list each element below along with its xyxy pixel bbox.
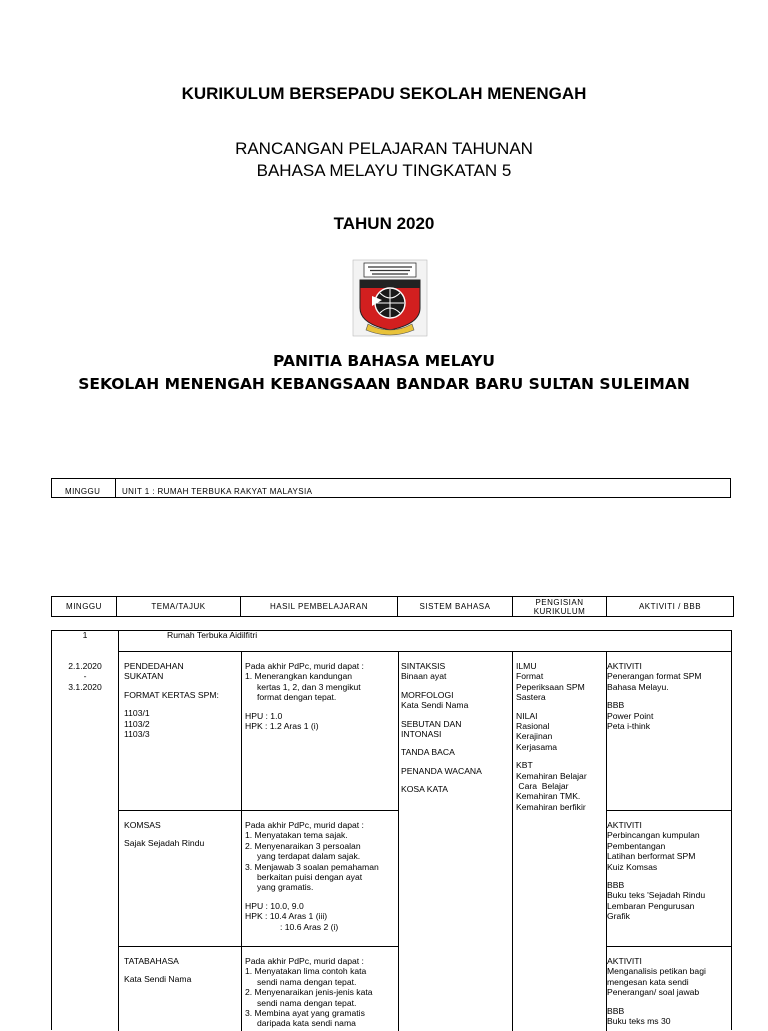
grid-line	[118, 651, 732, 652]
row1-hasil-item: kertas 1, 2, dan 3 mengikut	[257, 681, 361, 692]
sistem-bahasa-line: SINTAKSIS	[401, 661, 446, 671]
plan-table-body	[51, 630, 732, 1030]
row2-hpu: HPU : 10.0, 9.0	[245, 900, 304, 911]
grid-line	[118, 631, 119, 1031]
row1-hasil-intro: Pada akhir PdPc, murid dapat :	[245, 661, 364, 671]
sistem-bahasa-line: TANDA BACA	[401, 747, 455, 758]
sistem-bahasa-line: Kata Sendi Nama	[401, 700, 469, 711]
document-subtitle-2: BAHASA MELAYU TINGKATAN 5	[256, 161, 512, 180]
sistem-bahasa-line: Binaan ayat	[401, 671, 447, 682]
row2-tema-line: KOMSAS	[124, 820, 161, 830]
pengisian-line: Rasional	[516, 721, 550, 732]
row2-aktiviti-line: Kuiz Komsas	[607, 861, 658, 872]
row1-hasil-item: 1. Menerangkan kandungan	[245, 671, 353, 682]
header-aktiviti: AKTIVITI / BBB	[607, 597, 734, 617]
week-date-end: 3.1.2020	[68, 681, 102, 692]
school-name: SEKOLAH MENENGAH KEBANGSAAN BANDAR BARU SULTAN SULEIMAN	[78, 375, 690, 393]
pengisian-line: Kemahiran Belajar	[516, 770, 587, 781]
sistem-bahasa-line: KOSA KATA	[401, 784, 448, 795]
pengisian-line: Cara Belajar	[516, 781, 569, 792]
pengisian-line: Kemahiran TMK.	[516, 791, 581, 802]
pengisian-line: KBT	[516, 760, 533, 771]
row3-aktiviti-line: Menganalisis petikan bagi	[607, 966, 706, 977]
header-pengisian-line-2: KURIKULUM	[533, 606, 586, 616]
unit-bar	[51, 478, 731, 498]
pengisian-kurikulum	[516, 661, 587, 812]
panel-name: PANITIA BAHASA MELAYU	[273, 352, 495, 370]
pengisian-line: ILMU	[516, 661, 537, 671]
row1-aktiviti	[607, 661, 702, 731]
week-date-start: 2.1.2020	[68, 661, 102, 671]
row1-aktiviti-line: Bahasa Melayu.	[607, 681, 669, 692]
grid-line	[512, 651, 513, 1031]
row3-hasil-item: 2. Menyenaraikan jenis-jenis kata	[245, 987, 373, 998]
header-pengisian	[513, 597, 607, 617]
document-year: TAHUN 2020	[333, 214, 435, 233]
document-title: KURIKULUM BERSEPADU SEKOLAH MENENGAH	[181, 84, 587, 103]
header-minggu: MINGGU	[52, 597, 117, 617]
row2-aktiviti-line: Grafik	[607, 911, 630, 922]
row3-hasil-item: sendi nama dengan tepat.	[257, 976, 357, 987]
row3-aktiviti-line: mengesan kata sendi	[607, 976, 689, 987]
sistem-bahasa-line: SEBUTAN DAN	[401, 718, 462, 729]
pengisian-line: Kemahiran berfikir	[516, 801, 586, 812]
row2-hpk: : 10.6 Aras 2 (i)	[280, 921, 339, 932]
row1-hasil-item: format dengan tepat.	[257, 692, 337, 703]
row1-aktiviti-line: Peta i-think	[607, 721, 650, 732]
row1-tema-line: SUKATAN	[124, 671, 164, 682]
row2-aktiviti-line: Perbincangan kumpulan	[607, 830, 700, 841]
row1-aktiviti-line: Power Point	[607, 710, 654, 721]
row1-hasil	[245, 661, 364, 731]
row1-tema-line: 1103/1	[124, 708, 150, 719]
row3-hasil-intro: Pada akhir PdPc, murid dapat :	[245, 956, 364, 966]
row3-aktiviti-line: Penerangan/ soal jawab	[607, 987, 700, 998]
row2-hasil-item: 1. Menyatakan tema sajak.	[245, 830, 348, 841]
row2-tema-line: Sajak Sejadah Rindu	[124, 838, 205, 849]
row3-aktiviti-line: AKTIVITI	[607, 956, 642, 966]
week-theme: Rumah Terbuka Aidilfitri	[167, 630, 258, 640]
sistem-bahasa	[401, 661, 482, 795]
row2-aktiviti-line: Buku teks 'Sejadah Rindu	[607, 890, 706, 901]
header-sistem: SISTEM BAHASA	[398, 597, 513, 617]
row2-aktiviti-line: BBB	[607, 880, 625, 891]
row2-aktiviti-line: Pembentangan	[607, 840, 666, 851]
row2-hasil-intro: Pada akhir PdPc, murid dapat :	[245, 820, 364, 830]
grid-line	[118, 810, 398, 811]
row3-tema-line: Kata Sendi Nama	[124, 974, 192, 985]
row2-hasil	[245, 820, 379, 932]
pengisian-line: Peperiksaan SPM	[516, 681, 585, 692]
row2-hasil-item: yang gramatis.	[257, 882, 314, 893]
row1-aktiviti-line: Penerangan format SPM	[607, 671, 702, 682]
row3-hasil-item: daripada kata sendi nama	[257, 1018, 356, 1029]
row2-hasil-item: 3. Menjawab 3 soalan pemahaman	[245, 861, 379, 872]
grid-line	[606, 946, 732, 947]
row1-tema-line: FORMAT KERTAS SPM:	[124, 689, 219, 700]
grid-line	[398, 651, 399, 1031]
row3-hasil-item: 3. Membina ayat yang gramatis	[245, 1008, 365, 1019]
row1-tema	[124, 661, 219, 739]
pengisian-line: NILAI	[516, 710, 538, 721]
sistem-bahasa-line: MORFOLOGI	[401, 689, 454, 700]
grid-line	[118, 946, 398, 947]
header-hasil: HASIL PEMBELAJARAN	[241, 597, 398, 617]
row3-tema	[124, 956, 191, 985]
row3-tema-line: TATABAHASA	[124, 956, 179, 966]
row3-aktiviti-line: Buku teks ms 30	[607, 1016, 671, 1027]
row3-aktiviti	[607, 956, 706, 1026]
row1-hpk: HPK : 1.2 Aras 1 (i)	[245, 721, 319, 732]
plan-table-header	[51, 596, 734, 617]
pengisian-line: Sastera	[516, 692, 546, 703]
row1-aktiviti-line: BBB	[607, 700, 625, 711]
pengisian-line: Kerajinan	[516, 731, 553, 742]
row2-hasil-item: berkaitan puisi dengan ayat	[257, 872, 363, 883]
sistem-bahasa-line: INTONASI	[401, 729, 442, 740]
row1-hpu: HPU : 1.0	[245, 710, 283, 721]
row3-hasil-item: sendi nama dengan tepat.	[257, 997, 357, 1008]
row2-hasil-item: 2. Menyenaraikan 3 persoalan	[245, 840, 361, 851]
unit-bar-label: MINGGU	[52, 479, 116, 497]
row2-aktiviti-line: Lembaran Pengurusan	[607, 900, 695, 911]
row3-hasil	[245, 956, 373, 1029]
row2-aktiviti-line: Latihan berformat SPM	[607, 851, 696, 862]
row1-tema-line: 1103/3	[124, 729, 150, 740]
row1-aktiviti-line: AKTIVITI	[607, 661, 642, 671]
row1-tema-line: 1103/2	[124, 718, 150, 729]
pengisian-line: Format	[516, 671, 544, 682]
grid-line	[241, 651, 242, 1031]
unit-bar-title: UNIT 1 : RUMAH TERBUKA RAKYAT MALAYSIA	[122, 487, 313, 496]
grid-line	[606, 810, 732, 811]
row1-tema-line: PENDEDAHAN	[124, 661, 184, 671]
row3-hasil-item: 1. Menyatakan lima contoh kata	[245, 966, 367, 977]
row2-aktiviti-line: AKTIVITI	[607, 820, 642, 830]
week-date-dash: -	[83, 671, 87, 682]
school-crest-logo	[350, 258, 430, 338]
row2-aktiviti	[607, 820, 705, 922]
header-pengisian-line-1: PENGISIAN	[535, 597, 584, 607]
pengisian-line: Kerjasama	[516, 741, 558, 752]
week-number: 1	[82, 630, 88, 640]
header-tema: TEMA/TAJUK	[117, 597, 241, 617]
document-subtitle-1: RANCANGAN PELAJARAN TAHUNAN	[235, 139, 533, 158]
week-dates	[52, 661, 118, 692]
row3-aktiviti-line: BBB	[607, 1005, 625, 1016]
sistem-bahasa-line: PENANDA WACANA	[401, 765, 482, 776]
row2-hpk: HPK : 10.4 Aras 1 (iii)	[245, 911, 328, 922]
row2-tema	[124, 820, 204, 849]
row2-hasil-item: yang terdapat dalam sajak.	[257, 851, 361, 862]
